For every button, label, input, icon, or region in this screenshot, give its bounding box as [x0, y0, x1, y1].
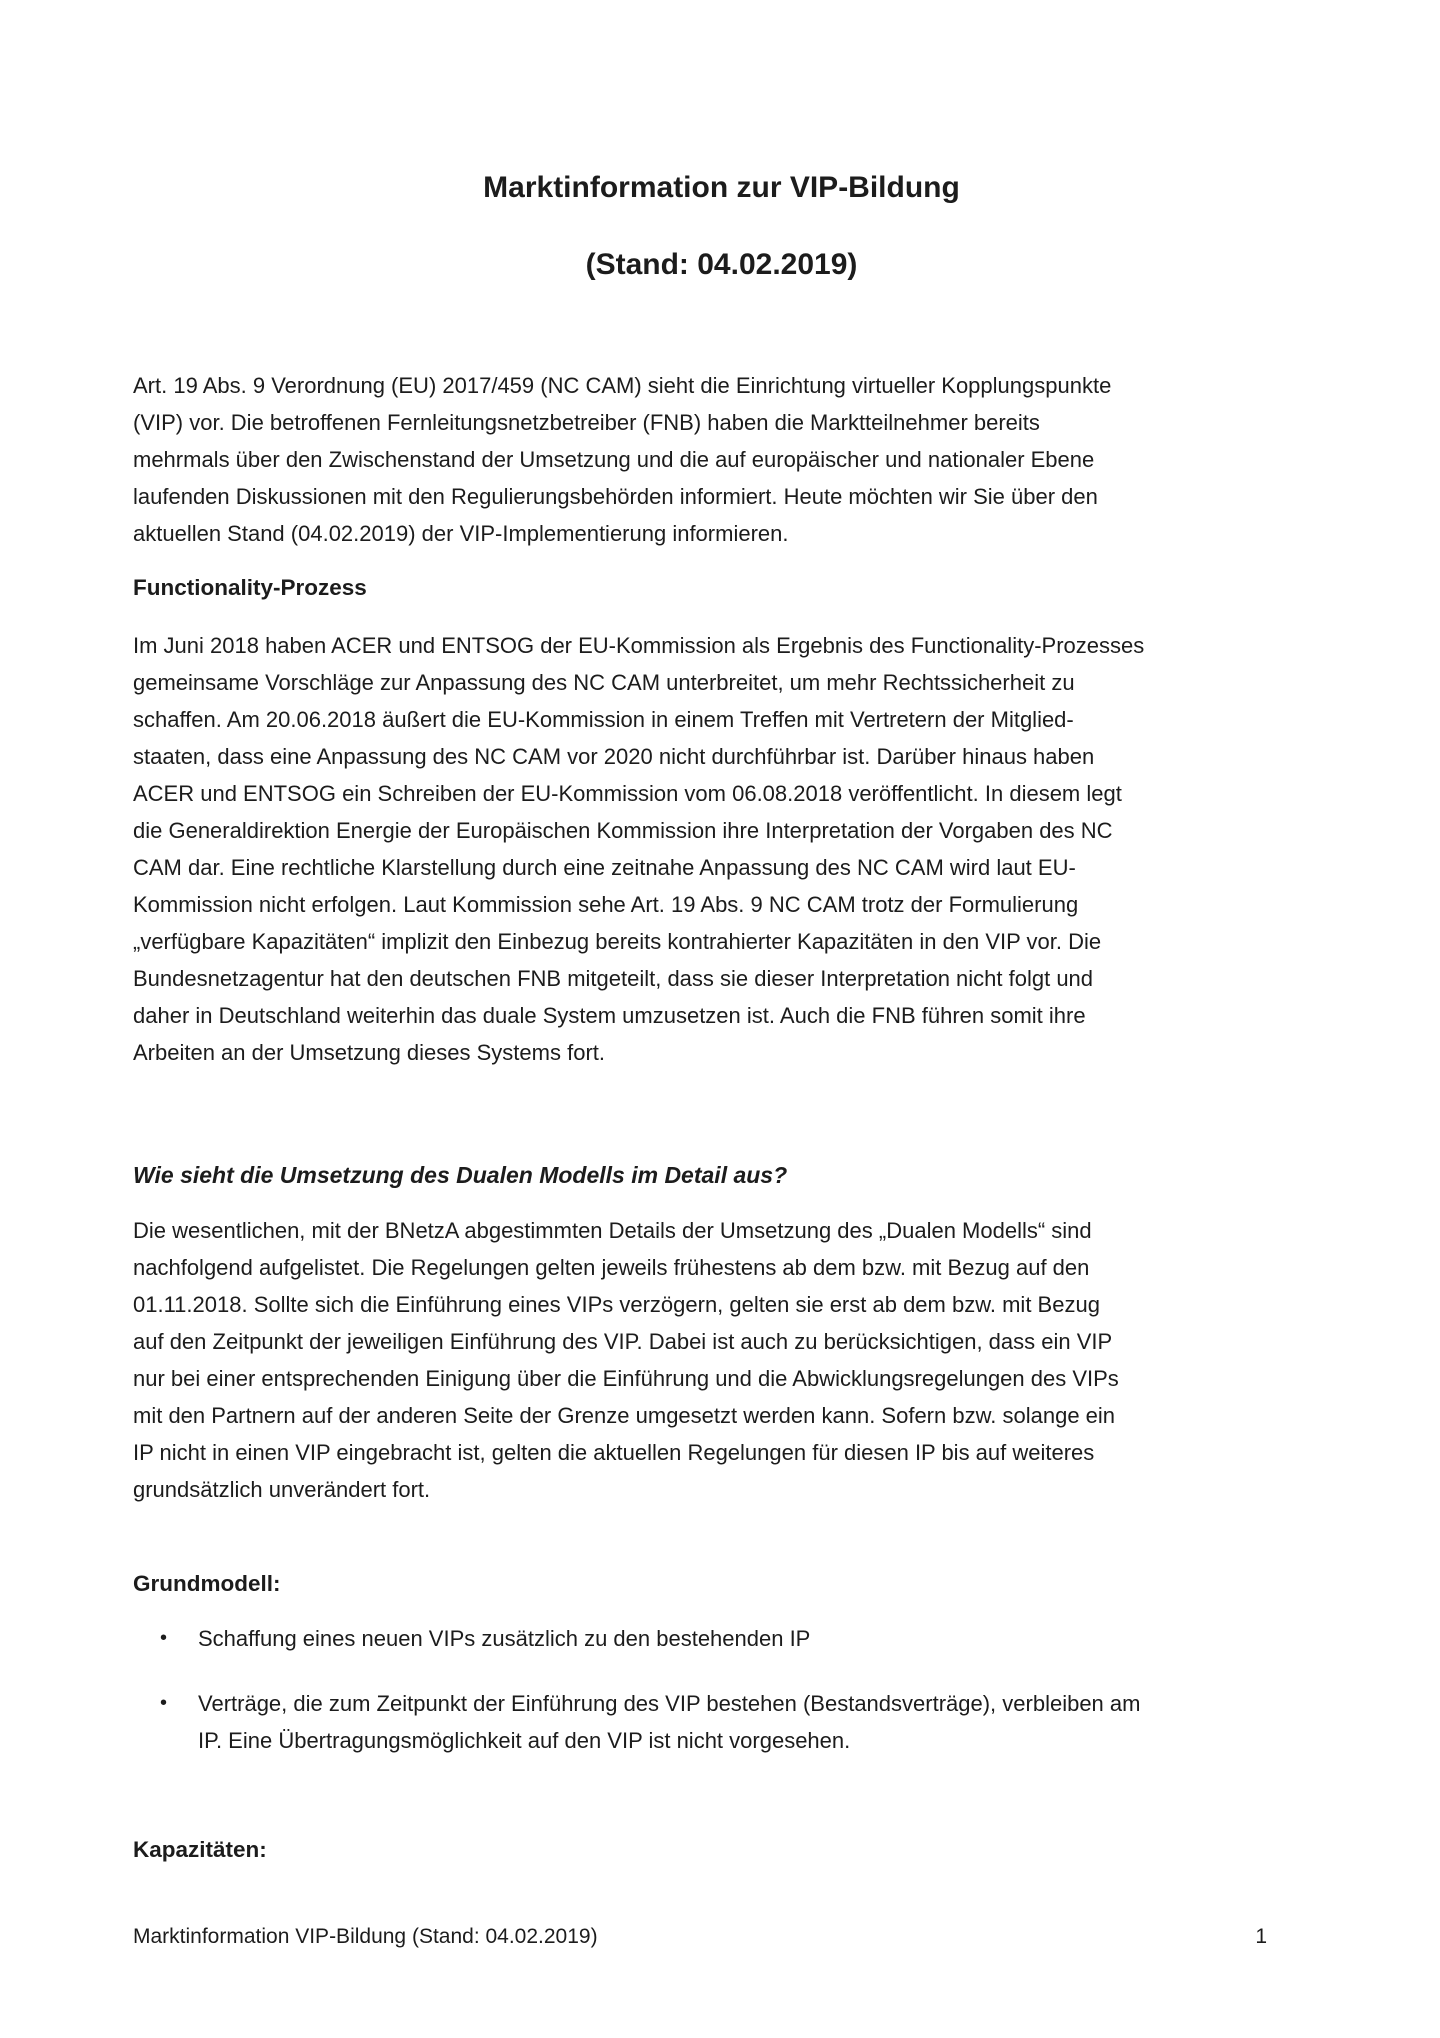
text-line: schaffen. Am 20.06.2018 äußert die EU-Kommission in einem Treffen mit Vertretern der Mitglied-	[133, 707, 1074, 732]
text-line: Schaffung eines neuen VIPs zusätzlich zu den bestehenden IP	[198, 1626, 811, 1651]
page-footer	[133, 1922, 1310, 1952]
text-line: (VIP) vor. Die betroffenen Fernleitungsnetzbetreiber (FNB) haben die Marktteilnehmer bereits	[133, 410, 1040, 435]
text-line: gemeinsame Vorschläge zur Anpassung des NC CAM unterbreitet, um mehr Rechtssicherheit zu	[133, 670, 1075, 695]
document-title: Marktinformation zur VIP-Bildung	[483, 171, 960, 204]
page-number: 1	[1255, 1925, 1267, 1948]
paragraph-functionality	[133, 627, 1310, 1071]
text-line: laufenden Diskussionen mit den Regulierungsbehörden informiert. Heute möchten wir Sie über den	[133, 484, 1098, 509]
text-line: Kommission nicht erfolgen. Laut Kommission sehe Art. 19 Abs. 9 NC CAM trotz der Formulierung	[133, 892, 1079, 917]
document-subtitle: (Stand: 04.02.2019)	[585, 248, 858, 281]
text-line: ACER und ENTSOG ein Schreiben der EU-Kommission vom 06.08.2018 veröffentlicht. In diesem legt	[133, 781, 1122, 806]
text-line: staaten, dass eine Anpassung des NC CAM vor 2020 nicht durchführbar ist. Darüber hinaus haben	[133, 744, 1095, 769]
heading-grundmodell: Grundmodell:	[133, 1571, 281, 1596]
paragraph-dual-model	[133, 1212, 1310, 1508]
bullet-text	[198, 1620, 1310, 1657]
text-line: Art. 19 Abs. 9 Verordnung (EU) 2017/459 (NC CAM) sieht die Einrichtung virtueller Kopplungspunkte	[133, 373, 1112, 398]
text-line: grundsätzlich unverändert fort.	[133, 1477, 431, 1502]
bullet-icon: •	[160, 1627, 168, 1649]
paragraph-intro	[133, 367, 1310, 552]
bullet-icon: •	[160, 1692, 168, 1714]
text-line: Bundesnetzagentur hat den deutschen FNB mitgeteilt, dass sie dieser Interpretation nicht folgt und	[133, 966, 1094, 991]
grundmodell-bullet-list	[133, 1620, 1310, 1759]
text-line: IP. Eine Übertragungsmöglichkeit auf den VIP ist nicht vorgesehen.	[198, 1728, 851, 1753]
text-line: „verfügbare Kapazitäten“ implizit den Einbezug bereits kontrahierter Kapazitäten in den VIP vor. Die	[133, 929, 1102, 954]
list-item	[133, 1685, 1310, 1759]
document-content	[133, 0, 1310, 1868]
heading-kapazitaeten: Kapazitäten:	[133, 1837, 267, 1862]
text-line: auf den Zeitpunkt der jeweiligen Einführung des VIP. Dabei ist auch zu berücksichtigen, dass ein VIP	[133, 1329, 1113, 1354]
text-line: daher in Deutschland weiterhin das duale System umzusetzen ist. Auch die FNB führen somit ihre	[133, 1003, 1086, 1028]
text-line: nachfolgend aufgelistet. Die Regelungen gelten jeweils frühestens ab dem bzw. mit Bezug auf den	[133, 1255, 1090, 1280]
text-line: Verträge, die zum Zeitpunkt der Einführung des VIP bestehen (Bestandsverträge), verbleiben am	[198, 1691, 1141, 1716]
text-line: Die wesentlichen, mit der BNetzA abgestimmten Details der Umsetzung des „Dualen Modells“ sind	[133, 1218, 1092, 1243]
text-line: Im Juni 2018 haben ACER und ENTSOG der EU-Kommission als Ergebnis des Functionality-Prozesses	[133, 633, 1145, 658]
text-line: IP nicht in einen VIP eingebracht ist, gelten die aktuellen Regelungen für diesen IP bis auf weiteres	[133, 1440, 1095, 1465]
text-line: nur bei einer entsprechenden Einigung über die Einführung und die Abwicklungsregelungen des VIPs	[133, 1366, 1119, 1391]
text-line: CAM dar. Eine rechtliche Klarstellung durch eine zeitnahe Anpassung des NC CAM wird laut EU-	[133, 855, 1076, 880]
text-line: mit den Partnern auf der anderen Seite der Grenze umgesetzt werden kann. Sofern bzw. solange ein	[133, 1403, 1116, 1428]
heading-functionality-prozess: Functionality-Prozess	[133, 575, 367, 600]
text-line: 01.11.2018. Sollte sich die Einführung eines VIPs verzögern, gelten sie erst ab dem bzw. mit Bezug	[133, 1292, 1100, 1317]
text-line: Arbeiten an der Umsetzung dieses Systems fort.	[133, 1040, 605, 1065]
text-line: die Generaldirektion Energie der Europäischen Kommission ihre Interpretation der Vorgaben des NC	[133, 818, 1113, 843]
footer-text: Marktinformation VIP-Bildung (Stand: 04.02.2019)	[133, 1925, 598, 1948]
heading-dual-model-question: Wie sieht die Umsetzung des Dualen Modells im Detail aus?	[133, 1162, 788, 1188]
text-line: aktuellen Stand (04.02.2019) der VIP-Implementierung informieren.	[133, 521, 789, 546]
list-item	[133, 1620, 1310, 1657]
text-line: mehrmals über den Zwischenstand der Umsetzung und die auf europäischer und nationaler Ebene	[133, 447, 1095, 472]
bullet-text	[198, 1685, 1310, 1759]
